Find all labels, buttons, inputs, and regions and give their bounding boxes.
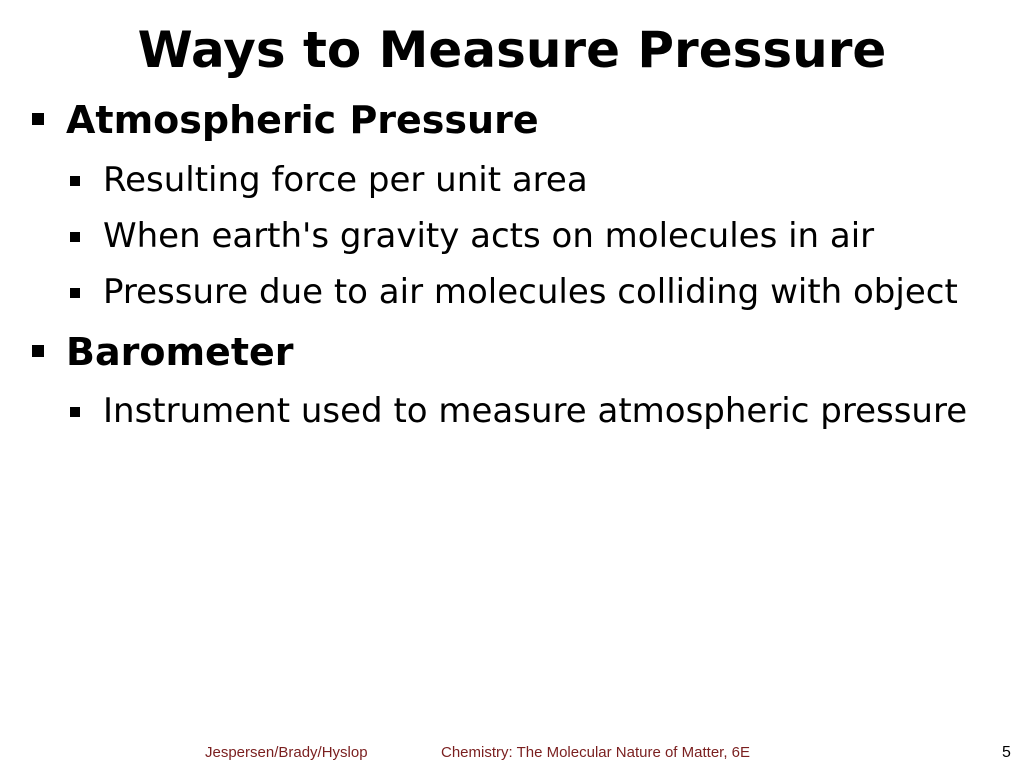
sub-bullet-text: Resulting force per unit area [103, 160, 588, 200]
bullet-heading: Atmospheric Pressure [66, 98, 539, 142]
sub-bullet-item [103, 215, 874, 257]
square-bullet-icon [32, 113, 44, 125]
square-bullet-icon [70, 407, 80, 417]
sub-bullet-item [103, 271, 958, 313]
sub-bullet-text: Instrument used to measure atmospheric pressure [103, 391, 968, 431]
bullet-atmospheric-pressure [66, 97, 539, 143]
bullet-heading: Barometer [66, 330, 294, 374]
footer-book-title: Chemistry: The Molecular Nature of Matter, 6E [441, 744, 751, 761]
page-number: 5 [1002, 744, 1011, 761]
sub-bullet-text: Pressure due to air molecules colliding with object [103, 272, 958, 312]
square-bullet-icon [70, 288, 80, 298]
slide-title: Ways to Measure Pressure [137, 21, 887, 79]
square-bullet-icon [70, 232, 80, 242]
sub-bullet-text: When earth's gravity acts on molecules in air [103, 216, 875, 256]
square-bullet-icon [70, 176, 80, 186]
bullet-barometer [66, 329, 294, 375]
sub-bullet-item [103, 390, 967, 432]
square-bullet-icon [32, 345, 44, 357]
footer-authors: Jespersen/Brady/Hyslop [205, 744, 368, 761]
sub-bullet-item [103, 159, 588, 201]
